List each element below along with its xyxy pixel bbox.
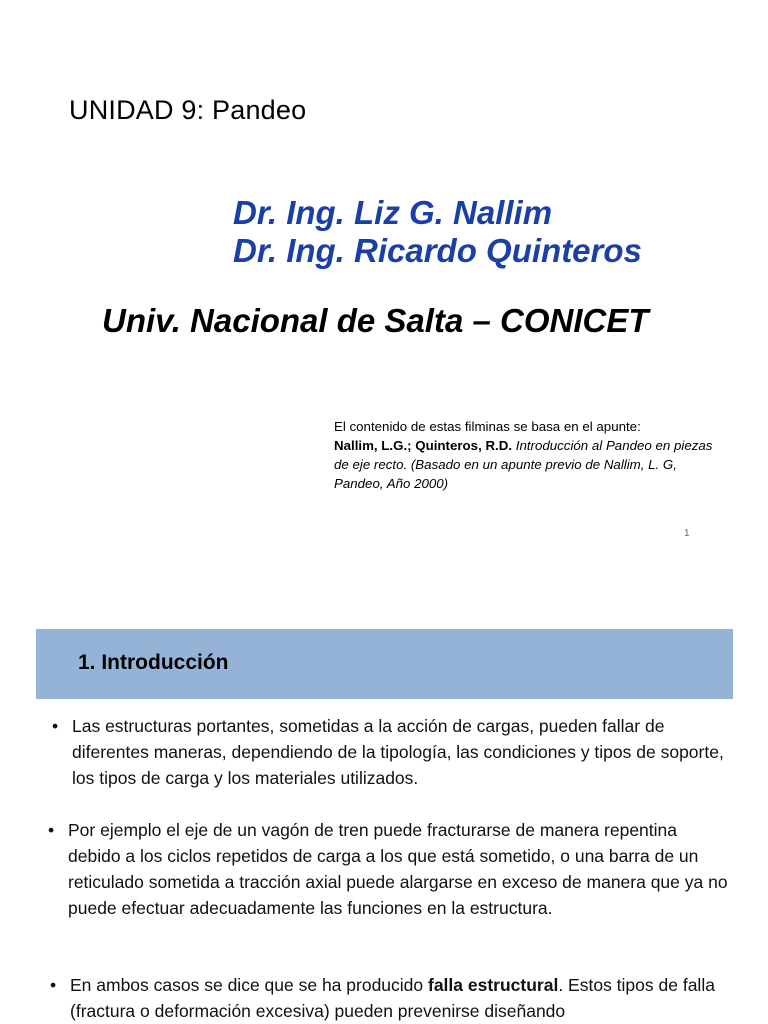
list-item-text: Las estructuras portantes, sometidas a la acción de cargas, pueden fallar de diferentes maneras, dependiendo de la tipología, las condiciones y tipos de soporte, los tipos de carga y los materiales utilizados.: [72, 716, 724, 788]
author-name: Dr. Ing. Ricardo Quinteros: [233, 232, 642, 269]
source-note-reference: Introducción al Pandeo en piezas de eje recto. (Basado en un apunte previo de Nallim, L. G, Pandeo, Año 2000): [334, 438, 713, 491]
authors-block: [233, 194, 642, 270]
list-item: [48, 817, 728, 921]
page-number: 1: [684, 528, 690, 539]
source-note-intro: El contenido de estas filminas se basa en el apunte:: [334, 419, 641, 434]
list-item-text-before: En ambos casos se dice que se ha producido: [70, 975, 428, 995]
list-item: [52, 713, 732, 791]
author-name: Dr. Ing. Liz G. Nallim: [233, 194, 553, 231]
list-item-text: Por ejemplo el eje de un vagón de tren puede fracturarse de manera repentina debido a los ciclos repetidos de carga a los que está sometido, o una barra de un reticulado sometida a tracción axial puede alargarse en exceso de manera que ya no puede efectuar adecuadamente las funciones en la estructura.: [68, 820, 728, 918]
institution-name: Univ. Nacional de Salta – CONICET: [102, 302, 649, 339]
section-title: 1. Introducción: [78, 651, 229, 674]
section-header-bar: [36, 629, 733, 699]
list-item: [50, 972, 730, 1024]
bullet-icon: •: [48, 820, 55, 840]
unit-title: UNIDAD 9: Pandeo: [69, 95, 307, 125]
bullet-icon: •: [50, 975, 57, 995]
list-item-text-after: . Estos tipos de falla (fractura o deformación excesiva) pueden prevenirse diseñando: [70, 975, 715, 1021]
source-note: [334, 417, 724, 493]
emphasis-text: falla estructural: [428, 975, 559, 995]
source-note-authors: Nallim, L.G.; Quinteros, R.D.: [334, 438, 513, 453]
bullet-icon: •: [52, 716, 59, 736]
